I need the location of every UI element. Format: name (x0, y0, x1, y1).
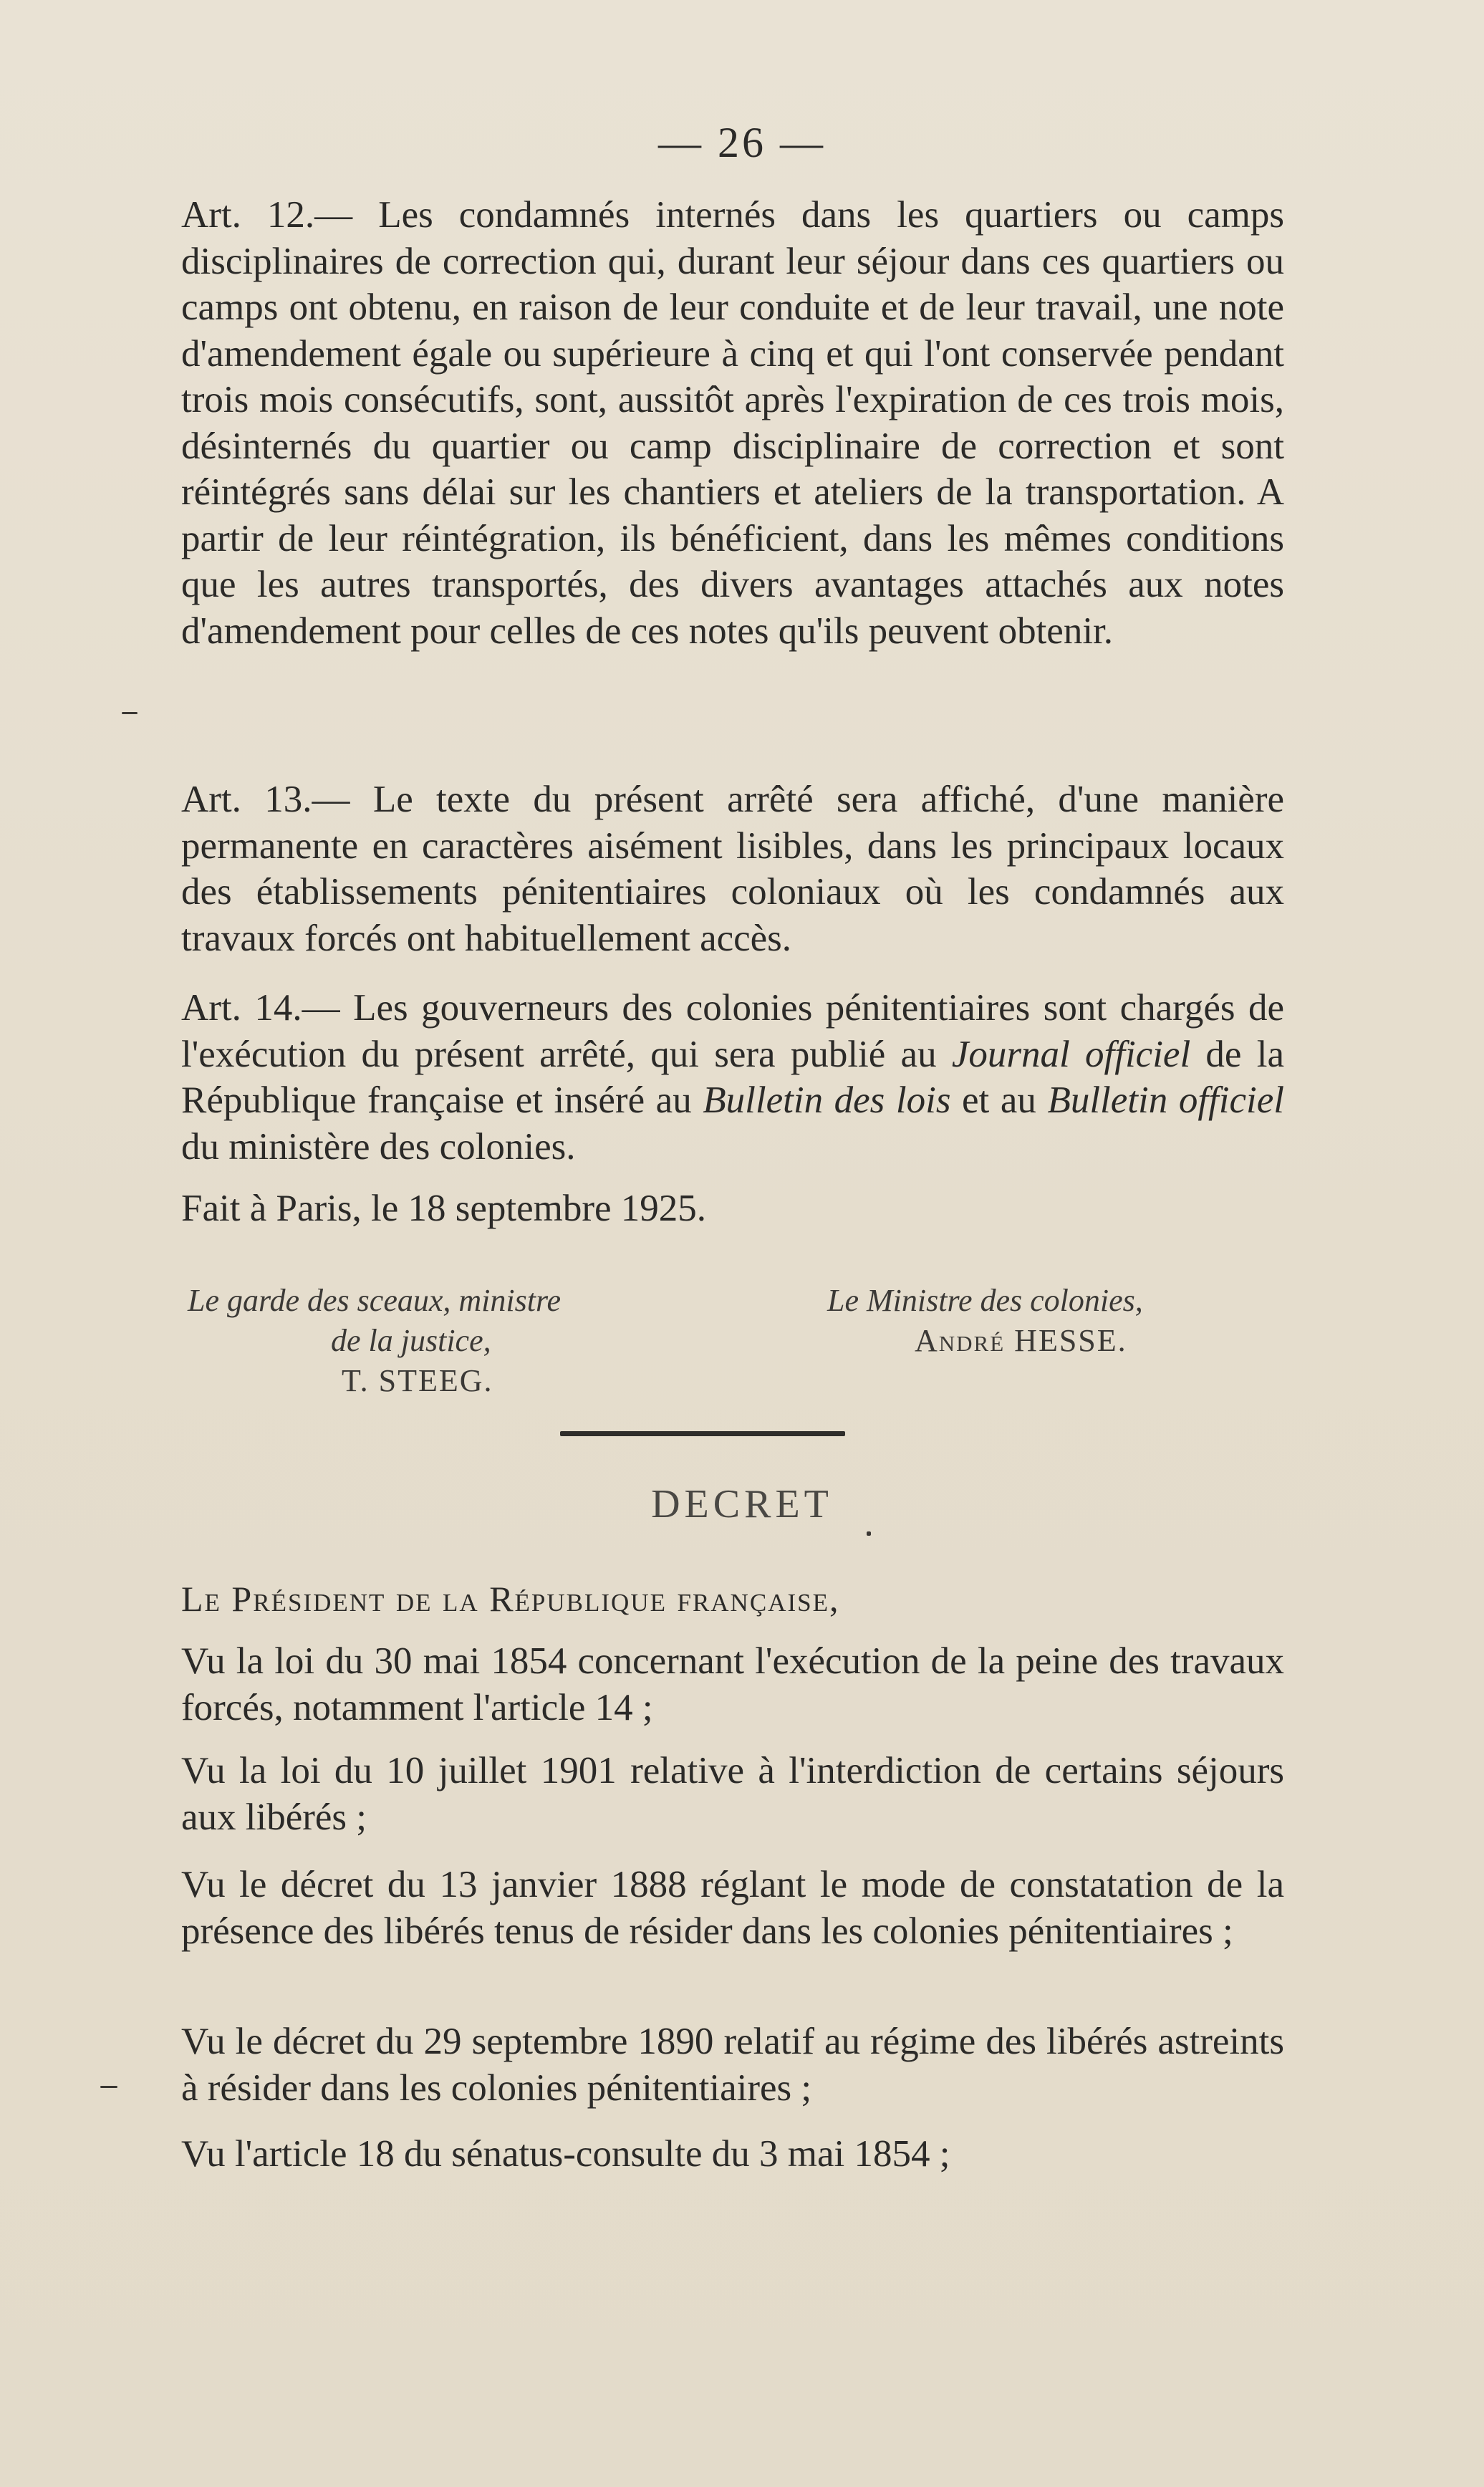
section-divider (560, 1431, 845, 1436)
vu-item: Vu l'article 18 du sénatus-consulte du 3 mai 1854 ; (181, 2133, 950, 2175)
signature-ministre-colonies (827, 1281, 1143, 1361)
article-13: Art. 13.— Le texte du présent arrêté sera affiché, d'une manière permanente en caractères aisément lisibles, dans les principaux locaux des établissements pénitentiaires coloniaux où les condamnés aux travaux forcés ont habituellement accès. (181, 779, 1284, 959)
president-heading: Le Président de la République française, (181, 1579, 840, 1619)
signature-right-title: Le Ministre des colonies, (827, 1283, 1143, 1318)
article-14-text-and: et au (950, 1079, 1048, 1121)
signature-left-name: T. STEEG. (342, 1363, 493, 1398)
signature-left-title-2: de la justice, (331, 1323, 491, 1358)
bulletin-officiel-title: Bulletin officiel (1047, 1079, 1284, 1121)
fait-a-paris: Fait à Paris, le 18 septembre 1925. (181, 1188, 707, 1229)
vu-item: Vu le décret du 13 janvier 1888 réglant le mode de constatation de la présence des libérés tenus de résider dans les colonies pénitentiaires ; (181, 1864, 1284, 1952)
article-14-text-middle: de la République française et inséré au (181, 1033, 1284, 1121)
article-14-text-before: Art. 14.— Les gouverneurs des colonies pénitentiaires sont chargés de l'exécution du présent arrêté, qui sera publié au (181, 987, 1284, 1075)
article-12: Art. 12.— Les condamnés internés dans les quartiers ou camps disciplinaires de correction qui, durant leur séjour dans ces quartiers ou camps ont obtenu, en raison de leur conduite et de leur travail, une note d'amendement égale ou supérieure à cinq et qui l'ont conservée pendant trois mois consécutifs, sont, aussitôt après l'expiration de ces trois mois, désinternés du quartier ou camp disciplinaire de correction et sont réintégrés sans délai sur les chantiers et ateliers de la transportation. A partir de leur réintégration, ils bénéficient, dans les mêmes conditions que les autres transportés, des divers avantages attachés aux notes d'amendement pour celles de ces notes qu'ils peuvent obtenir. (181, 194, 1284, 652)
journal-officiel-title: Journal officiel (951, 1033, 1191, 1075)
ink-speck (867, 1531, 871, 1536)
vu-item: Vu la loi du 30 mai 1854 concernant l'exécution de la peine des travaux forcés, notamment l'article 14 ; (181, 1640, 1284, 1728)
signature-left-title-1: Le garde des sceaux, ministre (188, 1283, 561, 1318)
bulletin-des-lois-title: Bulletin des lois (703, 1079, 951, 1121)
article-14 (181, 985, 1284, 1170)
signature-garde-des-sceaux (188, 1281, 561, 1401)
ink-speck (122, 712, 138, 714)
article-14-text-after: du ministère des colonies. (181, 1125, 576, 1168)
vu-item: Vu la loi du 10 juillet 1901 relative à l'interdiction de certains séjours aux libérés ; (181, 1750, 1284, 1838)
page-number: — 26 — (658, 119, 826, 166)
vu-item: Vu le décret du 29 septembre 1890 relatif au régime des libérés astreints à résider dans les colonies pénitentiaires ; (181, 2021, 1284, 2109)
decret-heading: DECRET (651, 1482, 833, 1526)
signature-right-name: André HESSE. (915, 1323, 1127, 1358)
ink-speck (100, 2086, 117, 2088)
